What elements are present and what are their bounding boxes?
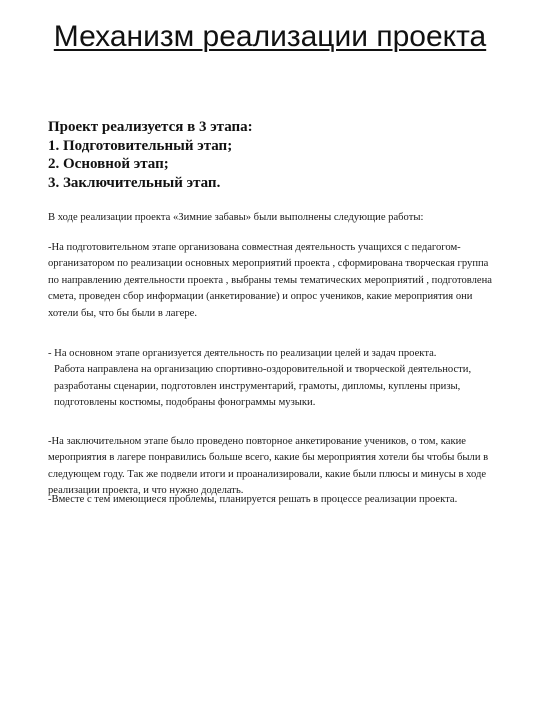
stage-item-1: 1. Подготовительный этап;	[48, 137, 233, 154]
main-stage-body: Работа направлена на организацию спортивно-оздоровительной и творческой деятельности, разработаны сценарии, подготовлен инструментарий, грамоты, дипломы, куплены призы, подготовлены костюмы, подобраны фонограммы музыки.	[54, 364, 472, 409]
main-stage-paragraph	[48, 346, 496, 412]
main-stage-lead: - На основном этапе организуется деятельность по реализации целей и задач проекта.	[48, 348, 437, 359]
final-stage-paragraph: -На заключительном этапе было проведено повторное анкетирование учеников, о том, какие мероприятия в лагере понравились больше всего, какие бы мероприятия хотели бы чтобы были в следующем году. Так же подвели итоги и проанализировали, какие были плюсы и минусы в ходе реализации проекта, и что нужно доделать.	[48, 436, 489, 497]
stages-list	[48, 118, 488, 192]
stage-item-3: 3. Заключительный этап.	[48, 174, 221, 191]
stage-item-2: 2. Основной этап;	[48, 156, 169, 172]
page-title: Механизм реализации проекта	[53, 20, 487, 53]
stages-intro: Проект реализуется в 3 этапа:	[48, 119, 253, 135]
works-intro-paragraph: В ходе реализации проекта «Зимние забавы» были выполнены следующие работы:	[48, 212, 424, 223]
closing-paragraph: -Вместе с тем имеющиеся проблемы, планируется решать в процессе реализации проекта.	[48, 494, 458, 505]
preparatory-stage-paragraph: -На подготовительном этапе организована совместная деятельность учащихся с педагогом- организатором по реализации основных мероприятий проекта , сформирована творческая группа по направлению деятельности проекта , выбраны темы тематических мероприятий , подготовлена смета, проведен сбор информации (анкетирование) и опрос учеников, какие мероприятия они хотели бы, что бы были в лагере.	[48, 242, 492, 319]
